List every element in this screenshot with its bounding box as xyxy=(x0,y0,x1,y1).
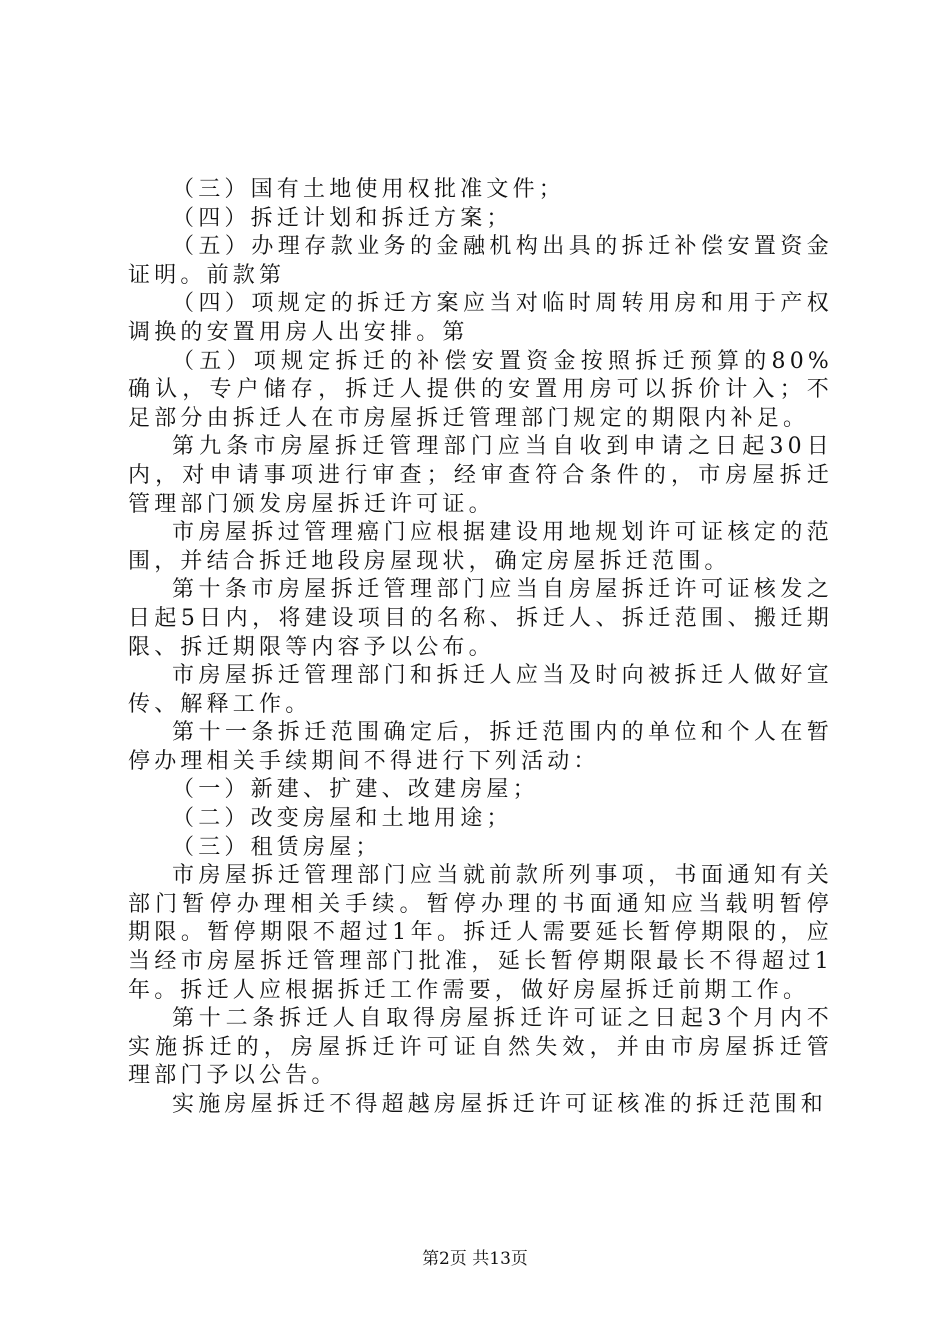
paragraph: 市房屋拆迁管理部门应当就前款所列事项，书面通知有关部门暂停办理相关手续。暂停办理的书面通知应当载明暂停期限。暂停期限不超过1年。拆迁人需要延长暂停期限的，应当经市房屋拆迁管理部门批准，延长暂停期限最长不得超过1年。拆迁人应根据拆迁工作需要，做好房屋拆迁前期工作。 xyxy=(128,863,833,1003)
paragraph: 第十一条拆迁范围确定后，拆迁范围内的单位和个人在暂停办理相关手续期间不得进行下列活动： xyxy=(128,720,833,774)
paragraph: 市房屋拆过管理癌门应根据建设用地规划许可证核定的范围，并结合拆迁地段房屋现状，确定房屋拆迁范围。 xyxy=(128,520,833,574)
paragraph: 实施房屋拆迁不得超越房屋拆迁许可证核准的拆迁范围和 xyxy=(172,1092,828,1117)
paragraph: 第九条市房屋拆迁管理部门应当自收到申请之日起30日内，对申请事项进行审查；经审查符合条件的，市房屋拆迁管理部门颁发房屋拆迁许可证。 xyxy=(128,434,833,517)
paragraph: 第十条市房屋拆迁管理部门应当自房屋拆迁许可证核发之日起5日内，将建设项目的名称、拆迁人、拆迁范围、搬迁期限、拆迁期限等内容予以公布。 xyxy=(128,577,833,660)
paragraph: 市房屋拆迁管理部门和拆迁人应当及时向被拆迁人做好宣传、解释工作。 xyxy=(128,663,833,717)
paragraph: （三）国有土地使用权批准文件； xyxy=(172,177,566,202)
paragraph: （二）改变房屋和土地用途； xyxy=(172,806,513,832)
paragraph: （四）拆迁计划和拆迁方案； xyxy=(172,205,513,231)
document-body xyxy=(128,176,833,1120)
paragraph: 第十二条拆迁人自取得房屋拆迁许可证之日起3个月内不实施拆迁的，房屋拆迁许可证自然失效，并由市房屋拆迁管理部门予以公告。 xyxy=(128,1006,833,1089)
paragraph: （四）项规定的拆迁方案应当对临时周转用房和用于产权调换的安置用房人出安排。第 xyxy=(128,291,833,345)
paragraph: （五）办理存款业务的金融机构出具的拆迁补偿安置资金证明。前款第 xyxy=(128,234,833,288)
paragraph: （三）租赁房屋； xyxy=(172,834,382,860)
paragraph: （五）项规定拆迁的补偿安置资金按照拆迁预算的80%确认，专户储存，拆迁人提供的安置用房可以拆价计入；不足部分由拆迁人在市房屋拆迁管理部门规定的期限内补足。 xyxy=(128,348,833,431)
page-number-footer: 第2页 共13页 xyxy=(422,1249,528,1269)
paragraph: （一）新建、扩建、改建房屋； xyxy=(172,777,539,803)
